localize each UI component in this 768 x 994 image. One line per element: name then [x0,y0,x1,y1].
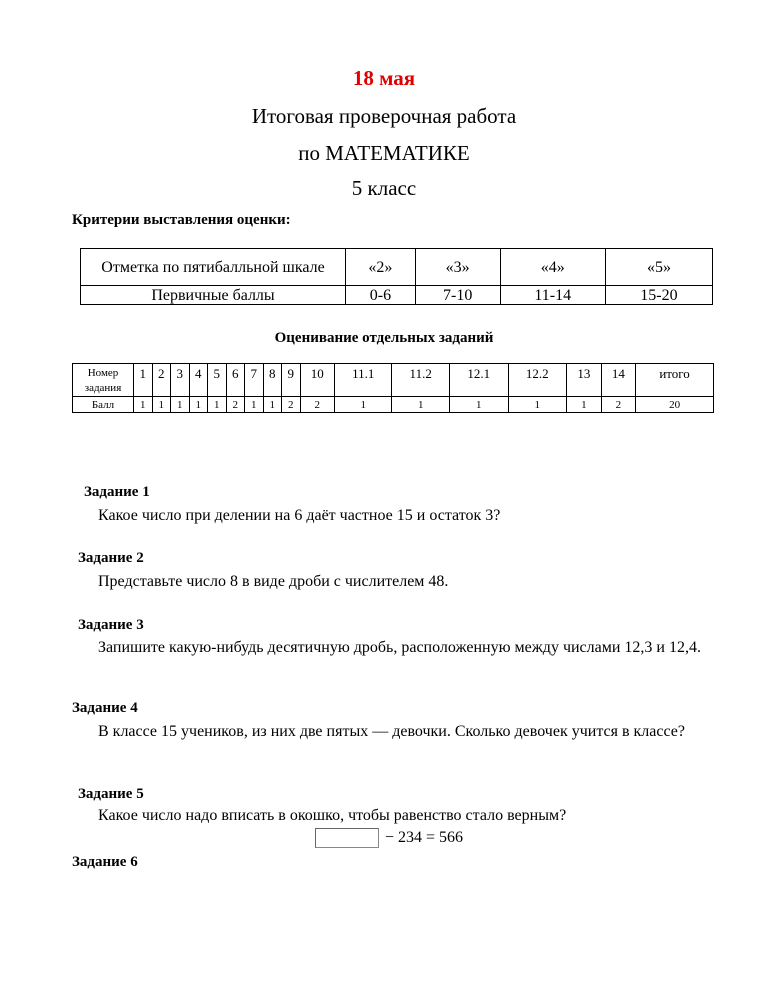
grade-row-label: Отметка по пятибалльной шкале [81,249,346,286]
task-number-cell: 11.1 [335,364,392,397]
task-points-cell: 2 [601,397,636,413]
task-total-header: итого [636,364,714,397]
score-range-label: Первичные баллы [81,286,346,305]
equation-text: − 234 = 566 [385,829,464,846]
task-points-label: Балл [73,397,134,413]
task-3-text: Запишите какую-нибудь десятичную дробь, расположенную между числами 12,3 и 12,4. [98,639,701,656]
task-total-points: 20 [636,397,714,413]
grade-cell: «2» [346,249,416,286]
task-points-cell: 1 [171,397,190,413]
task-5-text: Какое число надо вписать в окошко, чтобы равенство стало верным? [98,807,567,824]
task-number-cell: 8 [263,364,282,397]
task-number-cell: 1 [134,364,153,397]
task-number-label: Номер задания [73,364,134,397]
task-number-cell: 2 [152,364,171,397]
task-number-cell: 7 [245,364,264,397]
task-points-cell: 1 [208,397,227,413]
task-3-title: Задание 3 [78,617,144,633]
task-number-cell: 10 [300,364,335,397]
score-range-cell: 0-6 [346,286,416,305]
task-6-title: Задание 6 [72,854,138,870]
task-number-cell: 4 [189,364,208,397]
task-number-cell: 12.2 [508,364,567,397]
task-number-cell: 9 [282,364,301,397]
task-5-equation [315,828,463,848]
task-number-row [73,364,714,397]
score-range-cell: 15-20 [605,286,712,305]
task-number-cell: 14 [601,364,636,397]
task-points-cell: 2 [226,397,245,413]
task-number-cell: 5 [208,364,227,397]
task-number-cell: 13 [567,364,602,397]
exam-date: 18 мая [352,66,416,90]
task-points-cell: 2 [282,397,301,413]
exam-title: Итоговая проверочная работа [251,104,517,128]
task-5-title: Задание 5 [78,786,144,802]
task-points-cell: 1 [189,397,208,413]
grade-cell: «3» [415,249,500,286]
exam-grade: 5 класс [351,176,417,200]
grade-row [81,249,713,286]
score-range-cell: 11-14 [500,286,605,305]
task-scoring-table [72,363,714,413]
score-range-cell: 7-10 [415,286,500,305]
task-4-text: В классе 15 учеников, из них две пятых — девочки. Сколько девочек учится в классе? [98,723,685,740]
exam-subject: по МАТЕМАТИКЕ [298,141,470,165]
task-points-cell: 1 [152,397,171,413]
task-points-row [73,397,714,413]
task-4-title: Задание 4 [72,700,138,716]
task-points-cell: 1 [335,397,392,413]
task-number-cell: 12.1 [449,364,508,397]
task-points-cell: 1 [392,397,449,413]
task-1-text: Какое число при делении на 6 даёт частное 15 и остаток 3? [98,507,501,524]
grade-cell: «4» [500,249,605,286]
grade-criteria-table [80,248,713,305]
task-points-cell: 1 [567,397,602,413]
tasks-scoring-heading: Оценивание отдельных заданий [274,330,494,346]
task-points-cell: 1 [134,397,153,413]
task-2-text: Представьте число 8 в виде дроби с числителем 48. [98,573,449,590]
task-points-cell: 1 [449,397,508,413]
task-points-cell: 2 [300,397,335,413]
grade-cell: «5» [605,249,712,286]
task-number-cell: 3 [171,364,190,397]
task-1-title: Задание 1 [84,484,150,500]
task-points-cell: 1 [263,397,282,413]
task-2-title: Задание 2 [78,550,144,566]
task-number-cell: 11.2 [392,364,449,397]
task-points-cell: 1 [508,397,567,413]
task-number-cell: 6 [226,364,245,397]
task-points-cell: 1 [245,397,264,413]
score-range-row [81,286,713,305]
answer-box[interactable] [315,828,379,848]
criteria-heading: Критерии выставления оценки: [72,212,291,228]
